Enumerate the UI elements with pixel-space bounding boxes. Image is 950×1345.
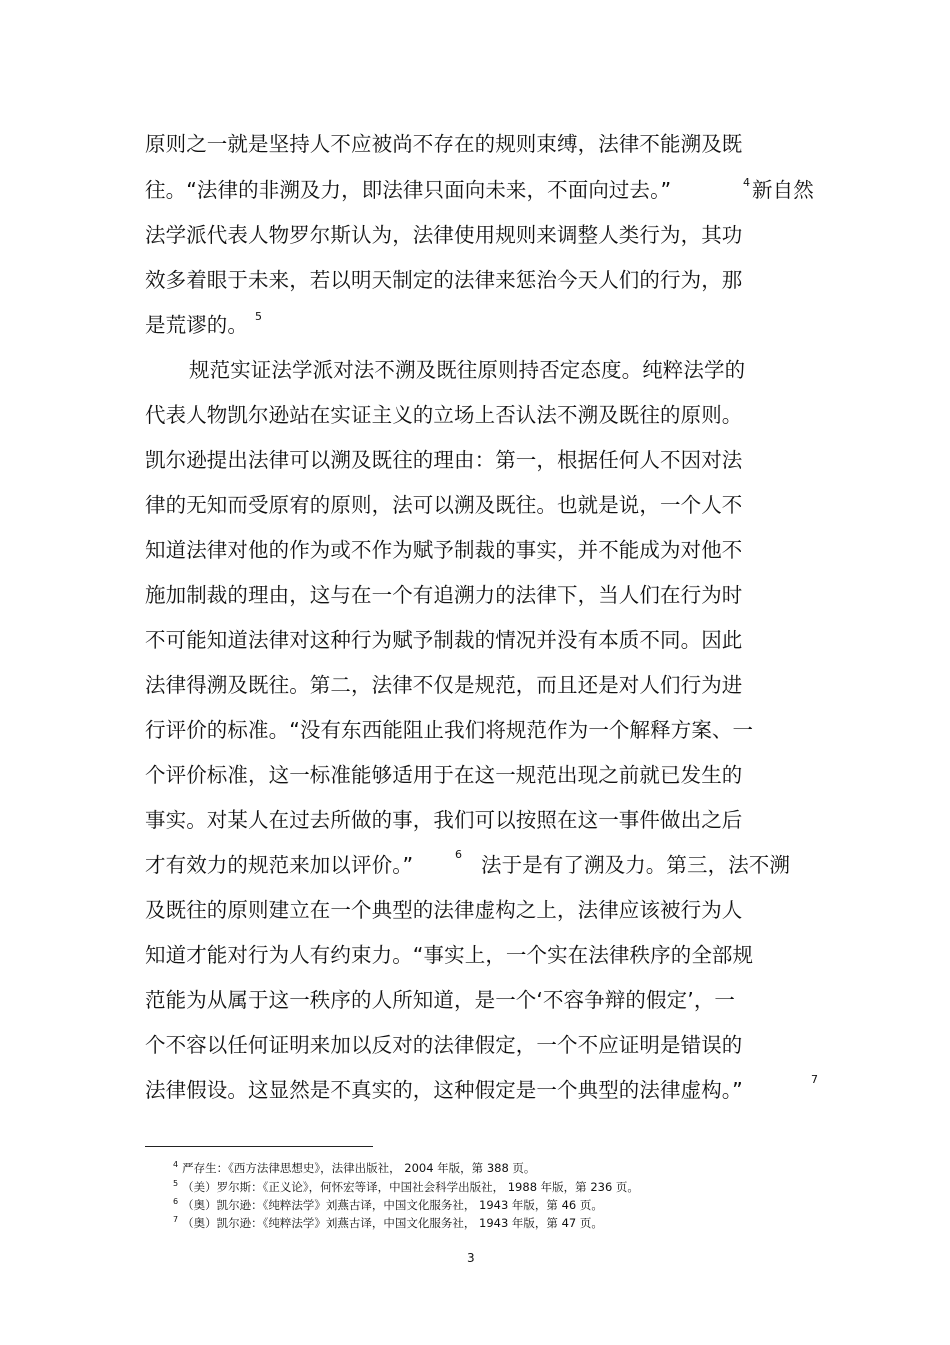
body-line: 个评价标准，这一标准能够适用于在这一规范出现之前就已发生的 <box>145 763 743 787</box>
footnote-number: 7 <box>173 1215 179 1224</box>
body-line: 凯尔逊提出法律可以溯及既往的理由：第一，根据任何人不因对法 <box>145 448 743 472</box>
footnote-text: 严存生：《西方法律思想史》，法律出版社， 2004 年版，第 388 页。 <box>182 1160 536 1175</box>
body-line: 效多着眼于未来，若以明天制定的法律来惩治今天人们的行为，那 <box>145 268 743 292</box>
footnote-text: （奥）凯尔逊：《纯粹法学》刘燕古译，中国文化服务社， 1943 年版，第 47 页。 <box>182 1215 603 1230</box>
body-line: 律的无知而受原宥的原则，法可以溯及既往。也就是说，一个人不 <box>145 493 743 517</box>
footnote <box>173 1194 603 1213</box>
body-line: 个不容以任何证明来加以反对的法律假定，一个不应证明是错误的 <box>145 1033 743 1057</box>
footnote-text: （美）罗尔斯：《正义论》，何怀宏等译，中国社会科学出版社， 1988 年版，第 236 页。 <box>182 1179 639 1194</box>
body-line: 及既往的原则建立在一个典型的法律虚构之上，法律应该被行为人 <box>145 898 743 922</box>
body-line: 施加制裁的理由，这与在一个有追溯力的法律下，当人们在行为时 <box>145 583 743 607</box>
body-line: 知道法律对他的作为或不作为赋予制裁的事实，并不能成为对他不 <box>145 538 743 562</box>
body-line: 法律得溯及既往。第二，法律不仅是规范，而且还是对人们行为进 <box>145 673 743 697</box>
body-line <box>145 177 671 203</box>
body-line-text: 法律假设。这显然是不真实的，这种假定是一个典型的法律虚构。” <box>145 1078 743 1102</box>
footnote <box>173 1157 535 1176</box>
body-line <box>145 1077 743 1103</box>
page-number: 3 <box>467 1251 475 1265</box>
footnote <box>173 1176 639 1195</box>
body-line: 行评价的标准。“没有东西能阻止我们将规范作为一个解释方案、一 <box>145 718 754 742</box>
body-line-text: 往。“法律的非溯及力，即法律只面向未来，不面向过去。” <box>145 178 672 202</box>
body-line: 代表人物凯尔逊站在实证主义的立场上否认法不溯及既往的原则。 <box>145 403 743 427</box>
footnote-ref: 4 <box>743 176 750 189</box>
body-line-text: 是荒谬的。 <box>145 313 248 337</box>
body-line: 原则之一就是坚持人不应被尚不存在的规则束缚，法律不能溯及既 <box>145 132 743 156</box>
footnote-text: （奥）凯尔逊：《纯粹法学》刘燕古译，中国文化服务社， 1943 年版，第 46 页。 <box>182 1197 603 1212</box>
body-line: 规范实证法学派对法不溯及既往原则持否定态度。纯粹法学的 <box>189 358 746 382</box>
footnote-number: 4 <box>173 1160 179 1169</box>
body-line-tail: 新自然 <box>752 178 814 202</box>
footnote-number: 6 <box>173 1197 179 1206</box>
body-line: 知道才能对行为人有约束力。“事实上，一个实在法律秩序的全部规 <box>145 943 754 967</box>
body-line: 法学派代表人物罗尔斯认为，法律使用规则来调整人类行为，其功 <box>145 223 743 247</box>
footnote-ref: 5 <box>255 310 262 323</box>
body-line-tail: 法于是有了溯及力。第三，法不溯 <box>481 853 790 877</box>
footnote-ref: 6 <box>455 848 462 861</box>
body-line <box>145 852 413 878</box>
body-line <box>145 312 248 338</box>
body-line-text: 才有效力的规范来加以评价。” <box>145 853 414 877</box>
body-line: 范能为从属于这一秩序的人所知道，是一个‘不容争辩的假定’，一 <box>145 988 736 1012</box>
body-line: 事实。对某人在过去所做的事，我们可以按照在这一事件做出之后 <box>145 808 743 832</box>
footnote-ref: 7 <box>811 1073 818 1086</box>
footnote <box>173 1212 603 1231</box>
footnote-separator <box>145 1146 373 1147</box>
footnote-number: 5 <box>173 1179 179 1188</box>
body-line: 不可能知道法律对这种行为赋予制裁的情况并没有本质不同。因此 <box>145 628 743 652</box>
